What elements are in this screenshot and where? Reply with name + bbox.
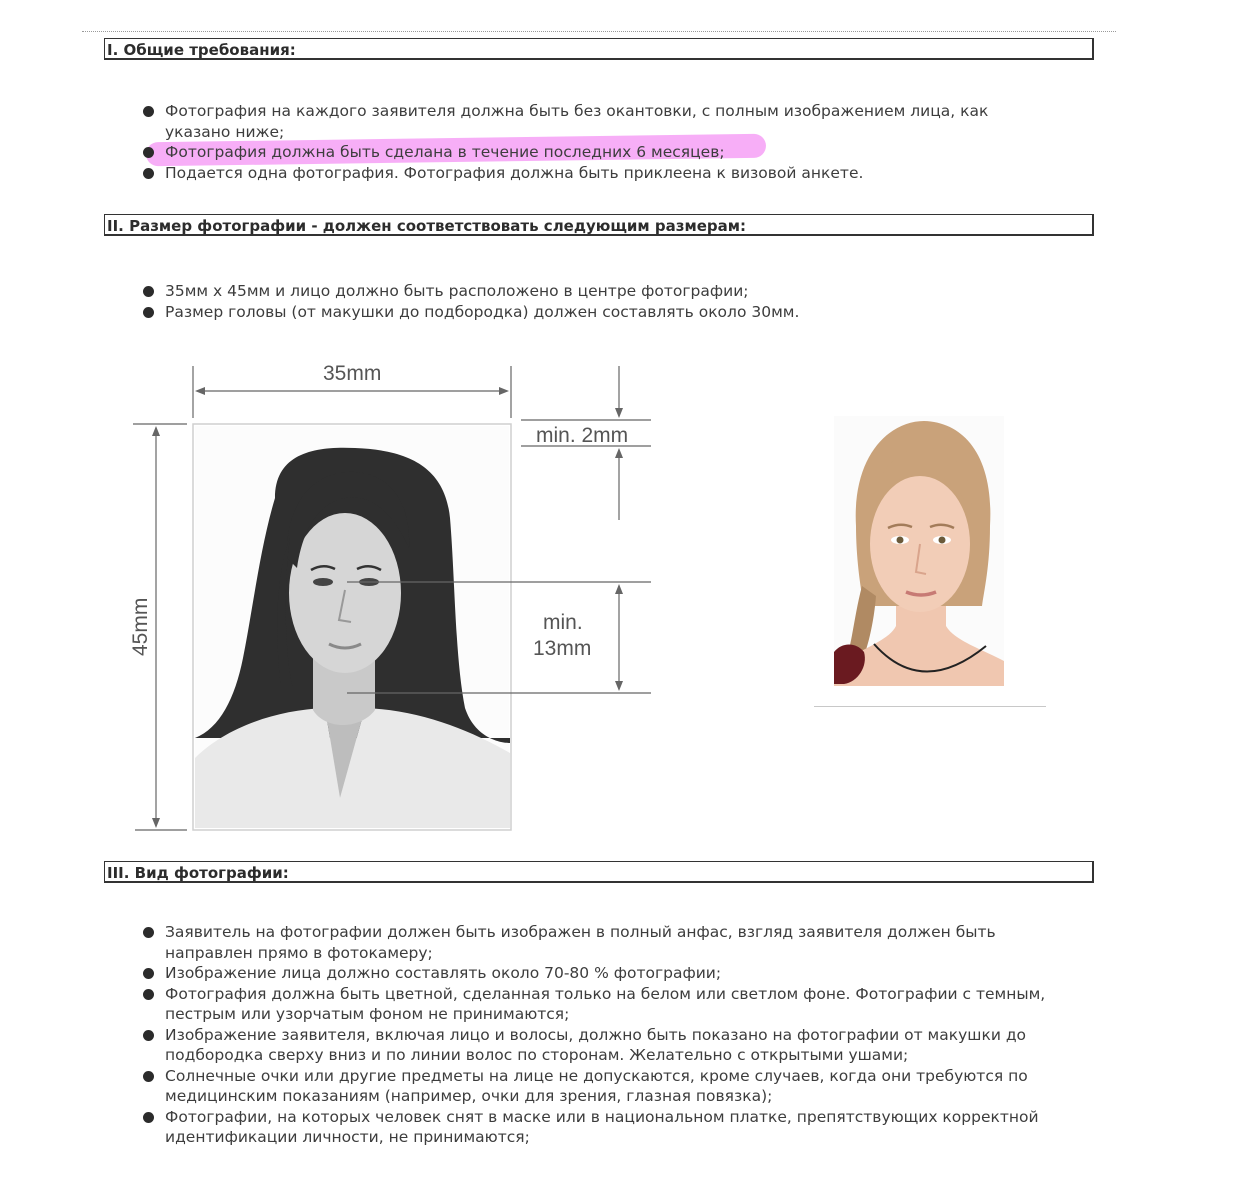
list-item-text: Изображение лица должно составлять около 70-80 % фотографии; — [165, 964, 722, 982]
list-item-text: указано ниже; — [165, 122, 285, 141]
list-item-text: идентификации личности, не принимаются; — [165, 1128, 530, 1146]
list-item-text: Фотография на каждого заявителя должна быть без окантовки, с полным изображением лица, как — [165, 102, 989, 120]
list-item-text: Размер головы (от макушки до подбородка) должен составлять около 30мм. — [165, 302, 800, 321]
general-requirements-list — [143, 101, 988, 183]
top-margin-label: min. 2mm — [536, 424, 629, 447]
eye-chin-label-line1: min. — [543, 611, 583, 634]
list-item-text: направлен прямо в фотокамеру; — [165, 943, 433, 962]
list-item-text: Заявитель на фотографии должен быть изображен в полный анфас, взгляд заявителя должен быть — [165, 923, 996, 941]
list-item-text: медицинским показаниям (например, очки для зрения, глазная повязка); — [165, 1087, 773, 1105]
appearance-requirements-list — [143, 922, 1045, 1148]
eye-chin-label-line2: 13mm — [533, 637, 592, 660]
list-item — [143, 1107, 1045, 1148]
list-item — [143, 1025, 1045, 1066]
width-label: 35mm — [323, 362, 382, 385]
list-item-text: 35мм х 45мм и лицо должно быть расположено в центре фотографии; — [165, 282, 749, 300]
list-item-text: Подается одна фотография. Фотография должна быть приклеена к визовой анкете. — [165, 163, 864, 182]
list-item — [143, 1066, 1045, 1107]
list-item — [143, 302, 799, 323]
list-item-text: пестрым или узорчатым фоном не принимаются; — [165, 1005, 570, 1023]
list-item — [143, 101, 988, 142]
list-item-text: подбородка сверху вниз и по линии волос по сторонам. Желательно с открытыми ушами; — [165, 1046, 909, 1064]
size-requirements-list — [143, 281, 799, 322]
list-item-text: Солнечные очки или другие предметы на лице не допускаются, кроме случаев, когда они требуются по — [165, 1066, 1028, 1085]
list-item — [143, 142, 988, 163]
section-heading-general: I. Общие требования: — [104, 38, 1094, 60]
list-item — [143, 922, 1045, 963]
list-item-text: Фотографии, на которых человек снят в маске или в национальном платке, препятствующих корректной — [165, 1107, 1039, 1126]
list-item — [143, 963, 1045, 984]
list-item-text: Изображение заявителя, включая лицо и волосы, должно быть показано на фотографии от макушки до — [165, 1025, 1027, 1044]
section-heading-appearance: III. Вид фотографии: — [104, 861, 1094, 883]
photo-underline — [814, 706, 1046, 707]
list-item — [143, 281, 799, 302]
list-item — [143, 163, 988, 184]
list-item-text: Фотография должна быть сделана в течение последних 6 месяцев; — [165, 143, 725, 161]
list-item-text: Фотография должна быть цветной, сделанная только на белом или светлом фоне. Фотографии с темным, — [165, 984, 1046, 1003]
height-label: 45mm — [129, 597, 152, 656]
example-photo — [834, 416, 1004, 686]
section-heading-size: II. Размер фотографии - должен соответствовать следующим размерам: — [104, 214, 1094, 236]
top-divider — [82, 31, 1116, 32]
photo-size-diagram — [125, 358, 665, 838]
list-item — [143, 984, 1045, 1025]
